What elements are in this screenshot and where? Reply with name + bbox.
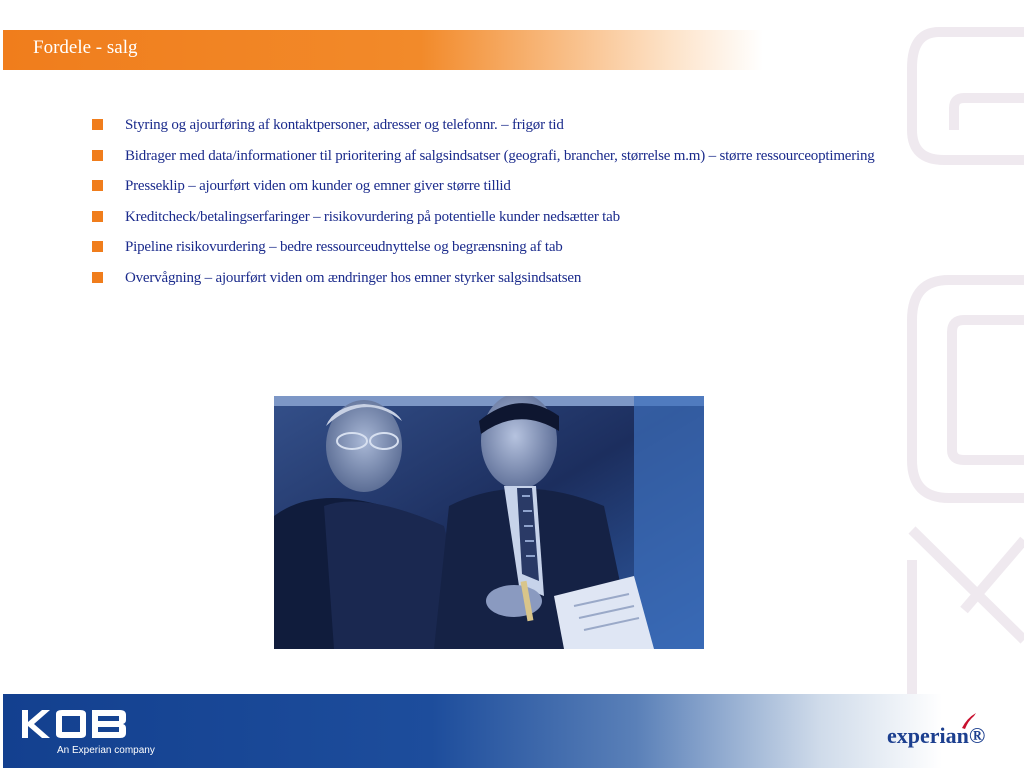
kob-logo bbox=[22, 708, 130, 740]
bullet-text: Pipeline risikovurdering – bedre ressourceudnyttelse og begrænsning af tab bbox=[125, 239, 563, 256]
slide-title: Fordele - salg bbox=[33, 37, 138, 58]
orange-square-bullet-icon bbox=[92, 119, 103, 130]
orange-square-bullet-icon bbox=[92, 150, 103, 161]
orange-square-bullet-icon bbox=[92, 211, 103, 222]
bullet-text: Bidrager med data/informationer til prioritering af salgsindsatser (geografi, brancher, størrelse m.m) – større ressourceoptimering bbox=[125, 147, 875, 164]
orange-square-bullet-icon bbox=[92, 241, 103, 252]
experian-logo: experian® bbox=[887, 723, 986, 748]
bullet-text: Overvågning – ajourført viden om ændringer hos emner styrker salgsindsatsen bbox=[125, 269, 582, 286]
kob-tagline: An Experian company bbox=[57, 745, 155, 756]
kob-watermark bbox=[904, 20, 1024, 700]
orange-square-bullet-icon bbox=[92, 180, 103, 191]
bullet-text: Kreditcheck/betalingserfaringer – risikovurdering på potentielle kunder nedsætter tab bbox=[125, 208, 620, 225]
bullet-text: Presseklip – ajourført viden om kunder og emner giver større tillid bbox=[125, 178, 511, 195]
bullet-text: Styring og ajourføring af kontaktpersoner, adresser og telefonnr. – frigør tid bbox=[125, 117, 564, 133]
orange-square-bullet-icon bbox=[92, 272, 103, 283]
business-meeting-photo bbox=[274, 396, 704, 649]
footer-bar bbox=[3, 694, 1024, 768]
